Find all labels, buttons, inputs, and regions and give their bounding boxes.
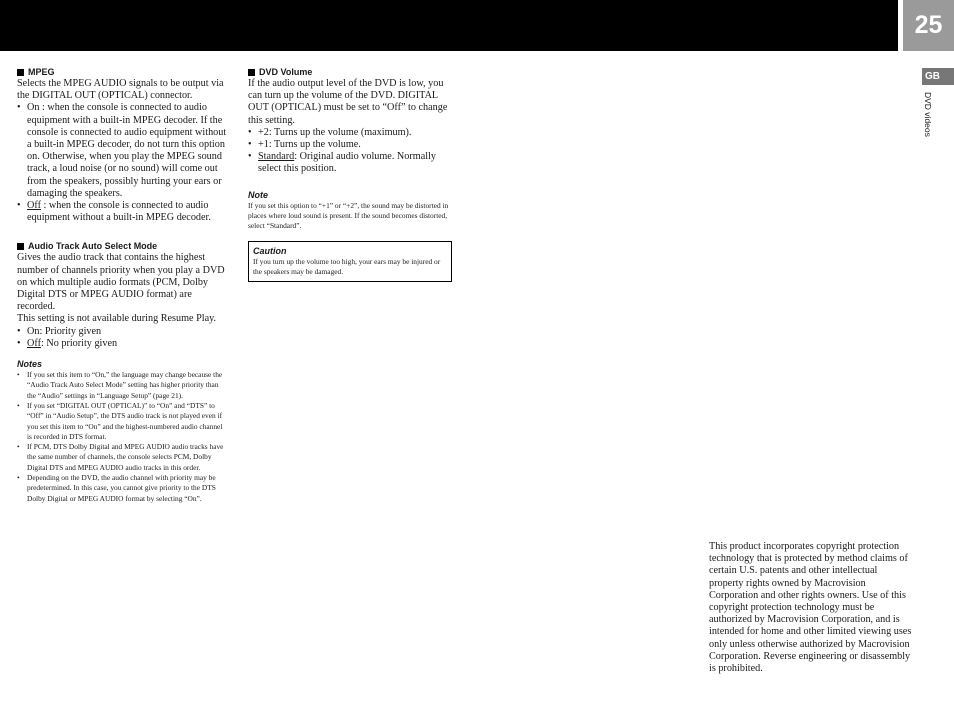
- caution-box: [248, 241, 452, 283]
- audio-track-on-option: • On: Priority given: [17, 326, 227, 338]
- dvd-volume-options: [248, 127, 458, 176]
- volume-standard-option: • Standard: Original audio volume. Normally select this position.: [248, 151, 458, 175]
- header-bar: [0, 0, 898, 51]
- note-text: If you set this option to “+1” or “+2”, the sound may be distorted in places where loud sound is present. If the sound becomes distorted, select “Standard”.: [248, 200, 449, 231]
- audio-track-options: [17, 326, 227, 350]
- square-bullet-icon: [17, 243, 24, 250]
- square-bullet-icon: [248, 69, 255, 76]
- mpeg-on-option: • On : when the console is connected to audio equipment with a built-in MPEG decoder. If the console is connected to audio equipment without a built-in MPEG decoder, do not turn this option on. Otherwise, when you play the MPEG sound track, a loud noise (or no sound) will come out from the speakers, possibly hurting your ears or damaging the speakers.: [17, 102, 227, 200]
- audio-track-off-option: • Off: No priority given: [17, 338, 227, 350]
- note-item: • If you set this item to “On,” the language may change because the “Audio Track Auto Select Mode” setting has higher priority than the “Audio” settings in “Language Setup” (page 21).: [17, 370, 227, 401]
- dvd-volume-intro: If the audio output level of the DVD is low, you can turn up the volume of the DVD. DIGITAL OUT (OPTICAL) must be set to “Off” to change this setting.: [248, 78, 448, 126]
- mpeg-heading: MPEG: [17, 66, 227, 78]
- note-item: • Depending on the DVD, the audio channel with priority may be predetermined. In this case, you cannot give priority to the DTS Dolby Digital or MPEG AUDIO format by selecting “On”.: [17, 473, 227, 504]
- caution-title: Caution: [253, 245, 287, 256]
- note-item: • If PCM, DTS Dolby Digital and MPEG AUDIO audio tracks have the same number of channels, the console selects PCM, Dolby Digital DTS and MPEG AUDIO audio tracks in this order.: [17, 442, 227, 473]
- notes-list: [17, 370, 227, 504]
- mpeg-intro: Selects the MPEG AUDIO signals to be output via the DIGITAL OUT (OPTICAL) connector.: [17, 78, 224, 102]
- note-item: • If you set “DIGITAL OUT (OPTICAL)” to “On” and “DTS” to “Off” in “Audio Setup”, the DTS audio track is not played even if you set this item to “On” and the highest-numbered audio channel is recorded in DTS format.: [17, 401, 227, 442]
- dvd-volume-heading: DVD Volume: [248, 66, 458, 78]
- caution-text: If you turn up the volume too high, your ears may be injured or the speakers may be damaged.: [253, 256, 441, 276]
- note-title: Note: [248, 189, 268, 200]
- mpeg-off-option: • Off : when the console is connected to audio equipment without a built-in MPEG decoder.: [17, 200, 227, 224]
- audio-track-resume-note: This setting is not available during Resume Play.: [17, 313, 217, 325]
- notes-title: Notes: [17, 359, 43, 370]
- volume-plus1-option: • +1: Turns up the volume.: [248, 139, 458, 151]
- volume-plus2-option: • +2: Turns up the volume (maximum).: [248, 127, 458, 139]
- audio-track-intro: Gives the audio track that contains the highest number of channels priority when you play a DVD on which multiple audio formats (PCM, Dolby Digital DTS or MPEG AUDIO format) are recorded.: [17, 252, 225, 313]
- middle-column: [248, 66, 458, 282]
- page-number: 25: [903, 0, 954, 51]
- language-tab: GB: [922, 68, 954, 85]
- section-side-label: DVD videos: [923, 92, 933, 137]
- audio-track-heading: Audio Track Auto Select Mode: [17, 240, 227, 252]
- copyright-notice: This product incorporates copyright protection technology that is protected by method claims of certain U.S. patents and other intellectual property rights owned by Macrovision Corporation and other rights owners. Use of this copyright protection technology must be authorized by Macrovision Corporation, and is intended for home and other limited viewing uses only unless otherwise authorized by Macrovision Corporation. Reverse engineering or disassembly is prohibited.: [709, 541, 912, 675]
- mpeg-options: [17, 102, 227, 224]
- square-bullet-icon: [17, 69, 24, 76]
- left-column: [17, 66, 227, 504]
